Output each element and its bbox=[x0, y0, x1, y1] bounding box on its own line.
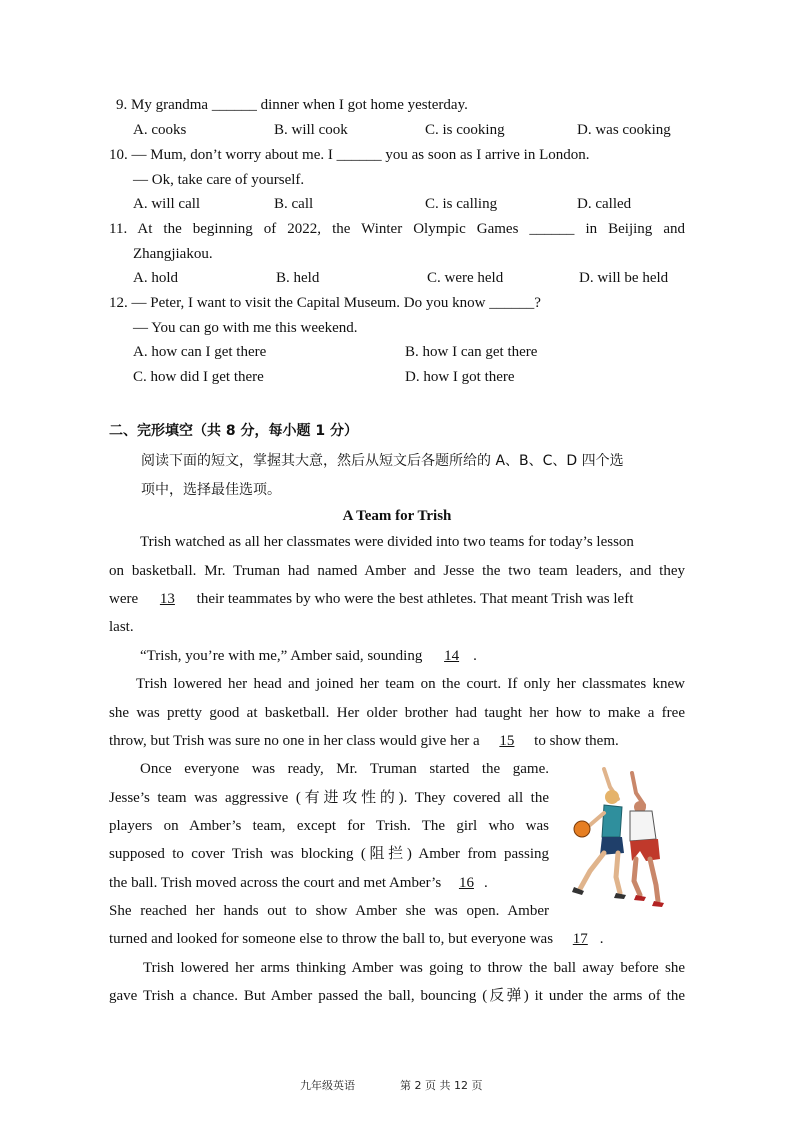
passage-text: . bbox=[483, 875, 488, 891]
q9-option-d: D. was cooking bbox=[577, 122, 671, 138]
q11-option-d: D. will be held bbox=[579, 270, 669, 286]
footer-subject: 九年级英语 bbox=[300, 1079, 355, 1092]
passage-text: their teammates by who were the best athletes. That meant Trish was left bbox=[196, 591, 634, 607]
passage-text: turned and looked for someone else to throw the ball to, but everyone was bbox=[109, 931, 554, 947]
q12-option-b: B. how I can get there bbox=[405, 344, 538, 360]
blank-13: 13 bbox=[159, 591, 175, 607]
passage-p4-line2: Jesse’s team was aggressive (有进攻性的). They covered all the bbox=[109, 790, 549, 806]
passage-p2 bbox=[140, 646, 477, 666]
question-11-stem: 11. At the beginning of 2022, the Winter Olympic Games ______ in Beijing and bbox=[109, 221, 685, 237]
q9-option-b: B. will cook bbox=[274, 122, 348, 138]
passage-p5-line1: Trish lowered her arms thinking Amber was going to throw the ball away before she bbox=[143, 960, 685, 976]
question-11-stem-cont: Zhangjiakou. bbox=[133, 246, 213, 262]
basketball-players-image bbox=[560, 767, 680, 917]
blank-17: 17 bbox=[572, 931, 588, 947]
q10-option-d: D. called bbox=[577, 196, 632, 212]
q9-option-a: A. cooks bbox=[133, 122, 187, 138]
question-10-reply: — Ok, take care of yourself. bbox=[133, 172, 305, 188]
section-heading: 二、完形填空（共 8 分，每小题 1 分） bbox=[109, 423, 358, 439]
q10-option-c: C. is calling bbox=[425, 196, 498, 212]
passage-title: A Team for Trish bbox=[342, 508, 452, 524]
passage-p3-line2: she was pretty good at basketball. Her older brother had taught her how to make a free bbox=[109, 705, 685, 721]
basketball-players-icon bbox=[560, 767, 680, 917]
passage-p4-line3: players on Amber’s team, except for Trish. The girl who was bbox=[109, 818, 549, 834]
passage-text: the ball. Trish moved across the court and met Amber’s bbox=[109, 875, 442, 891]
passage-text: were bbox=[109, 591, 139, 607]
passage-p3-line3 bbox=[109, 731, 619, 751]
passage-p1-line4: last. bbox=[109, 619, 134, 635]
q10-option-a: A. will call bbox=[133, 196, 201, 212]
passage-p1-line2: on basketball. Mr. Truman had named Amber and Jesse the two team leaders, and they bbox=[109, 563, 685, 579]
passage-p4-line6: She reached her hands out to show Amber she was open. Amber bbox=[109, 903, 549, 919]
blank-14: 14 bbox=[444, 648, 460, 664]
question-12-stem: 12. — Peter, I want to visit the Capital Museum. Do you know ______? bbox=[109, 295, 541, 311]
footer-page-number: 第 2 页 共 12 页 bbox=[400, 1079, 483, 1092]
passage-p4-line4: supposed to cover Trish was blocking (阻拦) Amber from passing bbox=[109, 846, 549, 862]
q9-option-c: C. is cooking bbox=[425, 122, 505, 138]
blank-16: 16 bbox=[458, 875, 474, 891]
question-12-reply: — You can go with me this weekend. bbox=[133, 320, 358, 336]
passage-text: “Trish, you’re with me,” Amber said, sounding bbox=[140, 648, 423, 664]
passage-text: throw, but Trish was sure no one in her class would give her a bbox=[109, 733, 480, 749]
passage-text: . bbox=[599, 931, 604, 947]
passage-text: to show them. bbox=[534, 733, 619, 749]
q10-option-b: B. call bbox=[274, 196, 314, 212]
section-instructions-line1: 阅读下面的短文，掌握其大意，然后从短文后各题所给的 A、B、C、D 四个选 bbox=[141, 453, 624, 469]
q12-option-c: C. how did I get there bbox=[133, 369, 264, 385]
passage-p4-line1: Once everyone was ready, Mr. Truman started the game. bbox=[140, 761, 549, 777]
passage-p3-line1: Trish lowered her head and joined her team on the court. If only her classmates knew bbox=[136, 676, 685, 692]
passage-p4-line7 bbox=[109, 929, 604, 949]
q12-option-a: A. how can I get there bbox=[133, 344, 267, 360]
q11-option-a: A. hold bbox=[133, 270, 178, 286]
question-10-stem: 10. — Mum, don’t worry about me. I ______ you as soon as I arrive in London. bbox=[109, 147, 590, 163]
question-9-stem: 9. My grandma ______ dinner when I got home yesterday. bbox=[116, 97, 468, 113]
passage-text: . bbox=[473, 648, 477, 664]
q11-option-c: C. were held bbox=[427, 270, 504, 286]
passage-p5-line2: gave Trish a chance. But Amber passed the ball, bouncing (反弹) it under the arms of the bbox=[109, 988, 685, 1004]
q11-option-b: B. held bbox=[276, 270, 320, 286]
q12-option-d: D. how I got there bbox=[405, 369, 515, 385]
passage-p1-line3 bbox=[109, 589, 633, 609]
section-instructions-line2: 项中，选择最佳选项。 bbox=[141, 482, 281, 498]
passage-p1-line1: Trish watched as all her classmates were divided into two teams for today’s lesson bbox=[140, 534, 634, 550]
passage-p4-line5 bbox=[109, 873, 488, 893]
blank-15: 15 bbox=[499, 733, 515, 749]
